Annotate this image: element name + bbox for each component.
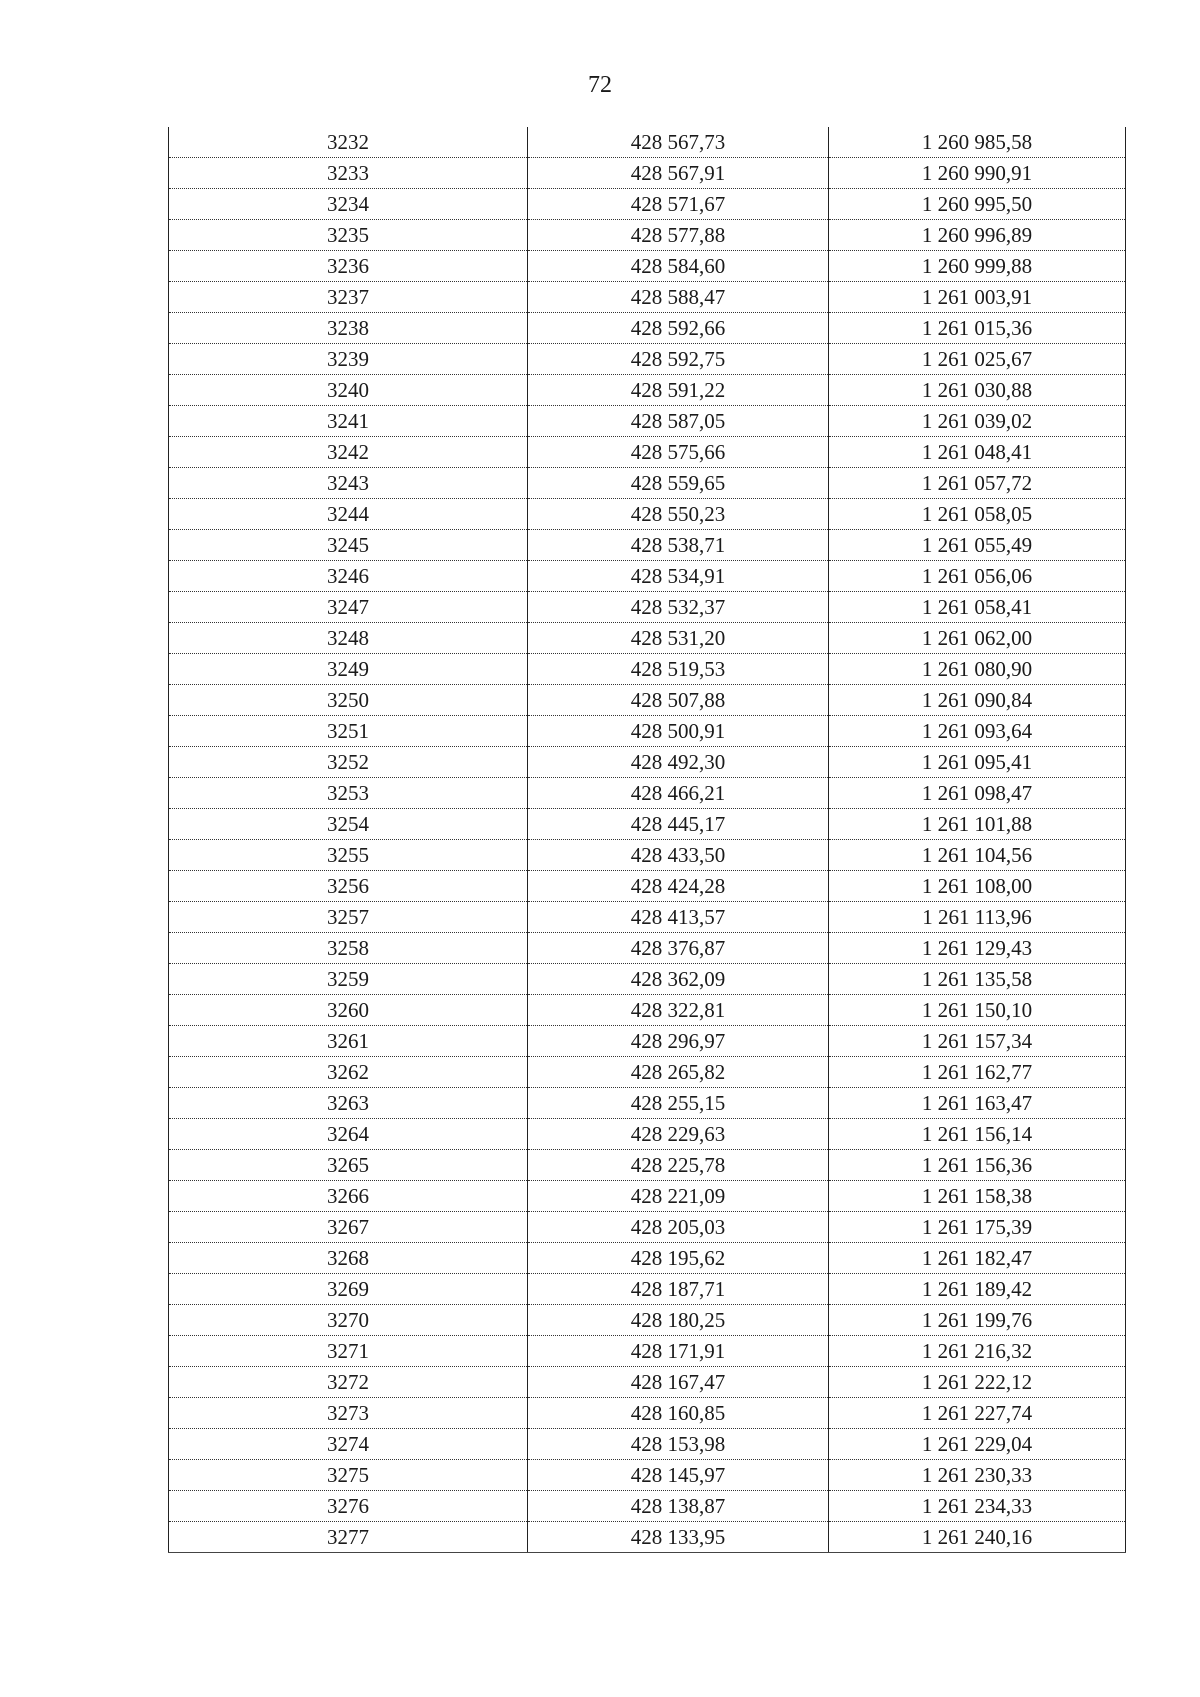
- y-coordinate-cell: 1 261 057,72: [829, 468, 1126, 499]
- table-row: [169, 220, 1126, 251]
- y-coordinate-cell: 1 261 230,33: [829, 1460, 1126, 1491]
- y-coordinate-cell: 1 261 240,16: [829, 1522, 1126, 1553]
- point-number-cell: 3273: [169, 1398, 528, 1429]
- x-coordinate-cell: 428 519,53: [528, 654, 829, 685]
- y-coordinate-cell: 1 261 062,00: [829, 623, 1126, 654]
- point-number-cell: 3245: [169, 530, 528, 561]
- table-row: [169, 995, 1126, 1026]
- y-coordinate-cell: 1 261 039,02: [829, 406, 1126, 437]
- table-row: [169, 499, 1126, 530]
- table-row: [169, 871, 1126, 902]
- table-row: [169, 1119, 1126, 1150]
- point-number-cell: 3269: [169, 1274, 528, 1305]
- y-coordinate-cell: 1 261 095,41: [829, 747, 1126, 778]
- y-coordinate-cell: 1 261 101,88: [829, 809, 1126, 840]
- point-number-cell: 3249: [169, 654, 528, 685]
- x-coordinate-cell: 428 592,75: [528, 344, 829, 375]
- y-coordinate-cell: 1 261 189,42: [829, 1274, 1126, 1305]
- y-coordinate-cell: 1 261 058,05: [829, 499, 1126, 530]
- x-coordinate-cell: 428 466,21: [528, 778, 829, 809]
- x-coordinate-cell: 428 171,91: [528, 1336, 829, 1367]
- x-coordinate-cell: 428 567,91: [528, 158, 829, 189]
- table-row: [169, 747, 1126, 778]
- point-number-cell: 3234: [169, 189, 528, 220]
- x-coordinate-cell: 428 160,85: [528, 1398, 829, 1429]
- point-number-cell: 3258: [169, 933, 528, 964]
- y-coordinate-cell: 1 261 156,36: [829, 1150, 1126, 1181]
- x-coordinate-cell: 428 538,71: [528, 530, 829, 561]
- y-coordinate-cell: 1 261 216,32: [829, 1336, 1126, 1367]
- point-number-cell: 3242: [169, 437, 528, 468]
- point-number-cell: 3256: [169, 871, 528, 902]
- table-row: [169, 437, 1126, 468]
- point-number-cell: 3271: [169, 1336, 528, 1367]
- table-row: [169, 1243, 1126, 1274]
- y-coordinate-cell: 1 261 113,96: [829, 902, 1126, 933]
- x-coordinate-cell: 428 507,88: [528, 685, 829, 716]
- y-coordinate-cell: 1 261 030,88: [829, 375, 1126, 406]
- x-coordinate-cell: 428 559,65: [528, 468, 829, 499]
- y-coordinate-cell: 1 261 090,84: [829, 685, 1126, 716]
- table-row: [169, 1212, 1126, 1243]
- table-row: [169, 654, 1126, 685]
- point-number-cell: 3247: [169, 592, 528, 623]
- point-number-cell: 3277: [169, 1522, 528, 1553]
- x-coordinate-cell: 428 445,17: [528, 809, 829, 840]
- point-number-cell: 3238: [169, 313, 528, 344]
- x-coordinate-cell: 428 167,47: [528, 1367, 829, 1398]
- y-coordinate-cell: 1 261 104,56: [829, 840, 1126, 871]
- x-coordinate-cell: 428 584,60: [528, 251, 829, 282]
- x-coordinate-cell: 428 362,09: [528, 964, 829, 995]
- x-coordinate-cell: 428 221,09: [528, 1181, 829, 1212]
- x-coordinate-cell: 428 322,81: [528, 995, 829, 1026]
- table-row: [169, 592, 1126, 623]
- table-row: [169, 561, 1126, 592]
- y-coordinate-cell: 1 261 129,43: [829, 933, 1126, 964]
- y-coordinate-cell: 1 261 234,33: [829, 1491, 1126, 1522]
- table-row: [169, 530, 1126, 561]
- x-coordinate-cell: 428 205,03: [528, 1212, 829, 1243]
- x-coordinate-cell: 428 376,87: [528, 933, 829, 964]
- y-coordinate-cell: 1 261 080,90: [829, 654, 1126, 685]
- x-coordinate-cell: 428 133,95: [528, 1522, 829, 1553]
- point-number-cell: 3276: [169, 1491, 528, 1522]
- page-number: 72: [588, 72, 612, 98]
- point-number-cell: 3232: [169, 127, 528, 158]
- table-row: [169, 809, 1126, 840]
- x-coordinate-cell: 428 153,98: [528, 1429, 829, 1460]
- y-coordinate-cell: 1 260 985,58: [829, 127, 1126, 158]
- y-coordinate-cell: 1 261 093,64: [829, 716, 1126, 747]
- y-coordinate-cell: 1 261 098,47: [829, 778, 1126, 809]
- table-row: [169, 1274, 1126, 1305]
- point-number-cell: 3254: [169, 809, 528, 840]
- y-coordinate-cell: 1 261 157,34: [829, 1026, 1126, 1057]
- table-row: [169, 1150, 1126, 1181]
- point-number-cell: 3272: [169, 1367, 528, 1398]
- table-row: [169, 127, 1126, 158]
- point-number-cell: 3274: [169, 1429, 528, 1460]
- y-coordinate-cell: 1 261 150,10: [829, 995, 1126, 1026]
- point-number-cell: 3265: [169, 1150, 528, 1181]
- table-row: [169, 282, 1126, 313]
- table-row: [169, 158, 1126, 189]
- y-coordinate-cell: 1 261 025,67: [829, 344, 1126, 375]
- x-coordinate-cell: 428 229,63: [528, 1119, 829, 1150]
- point-number-cell: 3237: [169, 282, 528, 313]
- y-coordinate-cell: 1 261 108,00: [829, 871, 1126, 902]
- table-row: [169, 1305, 1126, 1336]
- x-coordinate-cell: 428 255,15: [528, 1088, 829, 1119]
- y-coordinate-cell: 1 261 003,91: [829, 282, 1126, 313]
- x-coordinate-cell: 428 532,37: [528, 592, 829, 623]
- point-number-cell: 3261: [169, 1026, 528, 1057]
- x-coordinate-cell: 428 413,57: [528, 902, 829, 933]
- y-coordinate-cell: 1 260 996,89: [829, 220, 1126, 251]
- table-row: [169, 902, 1126, 933]
- point-number-cell: 3244: [169, 499, 528, 530]
- point-number-cell: 3252: [169, 747, 528, 778]
- x-coordinate-cell: 428 433,50: [528, 840, 829, 871]
- x-coordinate-cell: 428 492,30: [528, 747, 829, 778]
- x-coordinate-cell: 428 577,88: [528, 220, 829, 251]
- x-coordinate-cell: 428 592,66: [528, 313, 829, 344]
- table-row: [169, 468, 1126, 499]
- point-number-cell: 3246: [169, 561, 528, 592]
- y-coordinate-cell: 1 261 229,04: [829, 1429, 1126, 1460]
- x-coordinate-cell: 428 265,82: [528, 1057, 829, 1088]
- table-row: [169, 623, 1126, 654]
- y-coordinate-cell: 1 261 175,39: [829, 1212, 1126, 1243]
- table-row: [169, 1088, 1126, 1119]
- table-row: [169, 778, 1126, 809]
- point-number-cell: 3260: [169, 995, 528, 1026]
- y-coordinate-cell: 1 260 990,91: [829, 158, 1126, 189]
- y-coordinate-cell: 1 261 222,12: [829, 1367, 1126, 1398]
- point-number-cell: 3243: [169, 468, 528, 499]
- table-row: [169, 406, 1126, 437]
- x-coordinate-cell: 428 180,25: [528, 1305, 829, 1336]
- x-coordinate-cell: 428 424,28: [528, 871, 829, 902]
- x-coordinate-cell: 428 588,47: [528, 282, 829, 313]
- table-row: [169, 1522, 1126, 1553]
- point-number-cell: 3241: [169, 406, 528, 437]
- point-number-cell: 3264: [169, 1119, 528, 1150]
- point-number-cell: 3270: [169, 1305, 528, 1336]
- point-number-cell: 3259: [169, 964, 528, 995]
- point-number-cell: 3268: [169, 1243, 528, 1274]
- point-number-cell: 3240: [169, 375, 528, 406]
- point-number-cell: 3257: [169, 902, 528, 933]
- x-coordinate-cell: 428 531,20: [528, 623, 829, 654]
- point-number-cell: 3275: [169, 1460, 528, 1491]
- y-coordinate-cell: 1 261 162,77: [829, 1057, 1126, 1088]
- y-coordinate-cell: 1 261 058,41: [829, 592, 1126, 623]
- x-coordinate-cell: 428 187,71: [528, 1274, 829, 1305]
- point-number-cell: 3266: [169, 1181, 528, 1212]
- x-coordinate-cell: 428 567,73: [528, 127, 829, 158]
- y-coordinate-cell: 1 261 163,47: [829, 1088, 1126, 1119]
- x-coordinate-cell: 428 575,66: [528, 437, 829, 468]
- table-row: [169, 1398, 1126, 1429]
- x-coordinate-cell: 428 195,62: [528, 1243, 829, 1274]
- x-coordinate-cell: 428 587,05: [528, 406, 829, 437]
- y-coordinate-cell: 1 261 158,38: [829, 1181, 1126, 1212]
- x-coordinate-cell: 428 550,23: [528, 499, 829, 530]
- point-number-cell: 3263: [169, 1088, 528, 1119]
- coordinates-table-body: [169, 127, 1126, 1553]
- y-coordinate-cell: 1 261 135,58: [829, 964, 1126, 995]
- table-row: [169, 685, 1126, 716]
- y-coordinate-cell: 1 261 182,47: [829, 1243, 1126, 1274]
- table-row: [169, 1057, 1126, 1088]
- table-row: [169, 1367, 1126, 1398]
- table-row: [169, 1491, 1126, 1522]
- table-row: [169, 716, 1126, 747]
- table-row: [169, 1336, 1126, 1367]
- table-row: [169, 189, 1126, 220]
- y-coordinate-cell: 1 261 156,14: [829, 1119, 1126, 1150]
- point-number-cell: 3233: [169, 158, 528, 189]
- y-coordinate-cell: 1 261 048,41: [829, 437, 1126, 468]
- point-number-cell: 3239: [169, 344, 528, 375]
- x-coordinate-cell: 428 500,91: [528, 716, 829, 747]
- table-row: [169, 1026, 1126, 1057]
- table-row: [169, 1181, 1126, 1212]
- point-number-cell: 3255: [169, 840, 528, 871]
- y-coordinate-cell: 1 261 227,74: [829, 1398, 1126, 1429]
- point-number-cell: 3250: [169, 685, 528, 716]
- point-number-cell: 3251: [169, 716, 528, 747]
- x-coordinate-cell: 428 591,22: [528, 375, 829, 406]
- table-row: [169, 964, 1126, 995]
- table-row: [169, 1460, 1126, 1491]
- point-number-cell: 3236: [169, 251, 528, 282]
- table-row: [169, 375, 1126, 406]
- point-number-cell: 3262: [169, 1057, 528, 1088]
- table-row: [169, 251, 1126, 282]
- point-number-cell: 3248: [169, 623, 528, 654]
- table-row: [169, 933, 1126, 964]
- x-coordinate-cell: 428 225,78: [528, 1150, 829, 1181]
- table-row: [169, 313, 1126, 344]
- point-number-cell: 3253: [169, 778, 528, 809]
- table-row: [169, 344, 1126, 375]
- x-coordinate-cell: 428 571,67: [528, 189, 829, 220]
- x-coordinate-cell: 428 534,91: [528, 561, 829, 592]
- y-coordinate-cell: 1 260 995,50: [829, 189, 1126, 220]
- y-coordinate-cell: 1 261 055,49: [829, 530, 1126, 561]
- coordinates-table: [168, 127, 1126, 1553]
- y-coordinate-cell: 1 261 015,36: [829, 313, 1126, 344]
- y-coordinate-cell: 1 260 999,88: [829, 251, 1126, 282]
- x-coordinate-cell: 428 145,97: [528, 1460, 829, 1491]
- y-coordinate-cell: 1 261 199,76: [829, 1305, 1126, 1336]
- table-row: [169, 840, 1126, 871]
- point-number-cell: 3267: [169, 1212, 528, 1243]
- table-row: [169, 1429, 1126, 1460]
- x-coordinate-cell: 428 138,87: [528, 1491, 829, 1522]
- point-number-cell: 3235: [169, 220, 528, 251]
- y-coordinate-cell: 1 261 056,06: [829, 561, 1126, 592]
- x-coordinate-cell: 428 296,97: [528, 1026, 829, 1057]
